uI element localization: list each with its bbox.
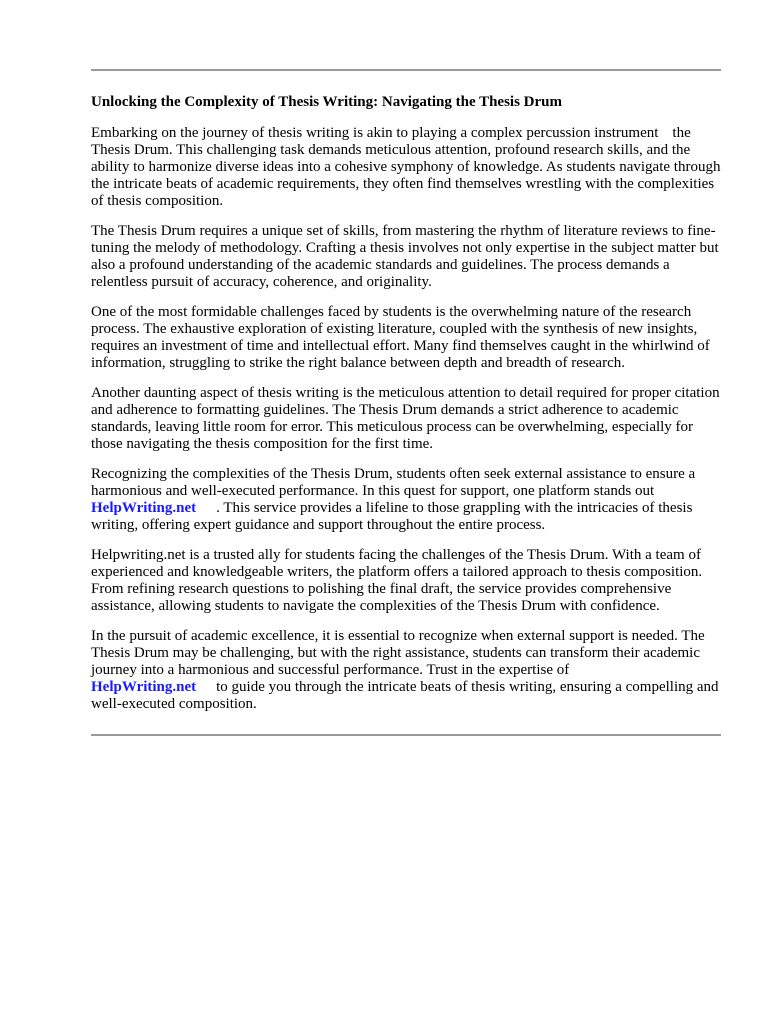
document-page [91, 69, 721, 736]
paragraph-conclusion [91, 628, 721, 713]
paragraph-assistance-text-b: . This service provides a lifeline to those grappling with the intricacies of thesis writing, offering expert guidance and support throughout the entire process. [91, 500, 693, 533]
paragraph-intro-text-a: Embarking on the journey of thesis writing is akin to playing a complex percussion instrument [91, 125, 659, 141]
paragraph-intro [91, 125, 721, 210]
paragraph-assistance-text-a: Recognizing the complexities of the Thesis Drum, students often seek external assistance to ensure a harmonious and well-executed performance. In this quest for support, one platform stands out [91, 466, 696, 499]
paragraph-conclusion-text-b: to guide you through the intricate beats of thesis writing, ensuring a compelling and well-executed composition. [91, 679, 719, 712]
document-title: Unlocking the Complexity of Thesis Writing: Navigating the Thesis Drum [91, 94, 563, 110]
paragraph-intro-text-b: the Thesis Drum. This challenging task demands meticulous attention, profound research skills, and the ability to harmonize diverse ideas into a cohesive symphony of knowledge. As students navigate through the intricate beats of academic requirements, they often find themselves wrestling with the complexities of thesis composition. [91, 125, 721, 209]
paragraph-trusted-ally: Helpwriting.net is a trusted ally for students facing the challenges of the Thesis Drum. With a team of experienced and knowledgeable writers, the platform offers a tailored approach to thesis composition. From refining research questions to polishing the final draft, the service provides comprehensive assistance, allowing students to navigate the complexities of the Thesis Drum with confidence. [91, 547, 703, 614]
paragraph-skills: The Thesis Drum requires a unique set of skills, from mastering the rhythm of literature reviews to fine-tuning the melody of methodology. Crafting a thesis involves not only expertise in the subject matter but also a profound understanding of the academic standards and guidelines. The process demands a relentless pursuit of accuracy, coherence, and originality. [91, 223, 719, 290]
helpwriting-link-1[interactable]: HelpWriting.net [91, 500, 197, 516]
paragraph-assistance [91, 466, 721, 534]
top-divider [91, 69, 721, 71]
bottom-divider [91, 734, 721, 736]
paragraph-challenges: One of the most formidable challenges faced by students is the overwhelming nature of the research process. The exhaustive exploration of existing literature, coupled with the synthesis of new insights, requires an investment of time and intellectual effort. Many find themselves caught in the whirlwind of information, struggling to strike the right balance between depth and breadth of research. [91, 304, 710, 371]
helpwriting-link-2[interactable]: HelpWriting.net [91, 679, 197, 695]
paragraph-conclusion-text-a: In the pursuit of academic excellence, it is essential to recognize when external support is needed. The Thesis Drum may be challenging, but with the right assistance, students can transform their academic journey into a harmonious and successful performance. Trust in the expertise of [91, 628, 705, 678]
paragraph-citation: Another daunting aspect of thesis writing is the meticulous attention to detail required for proper citation and adherence to formatting guidelines. The Thesis Drum demands a strict adherence to academic standards, leaving little room for error. This meticulous process can be overwhelming, especially for those navigating the thesis composition for the first time. [91, 385, 720, 452]
